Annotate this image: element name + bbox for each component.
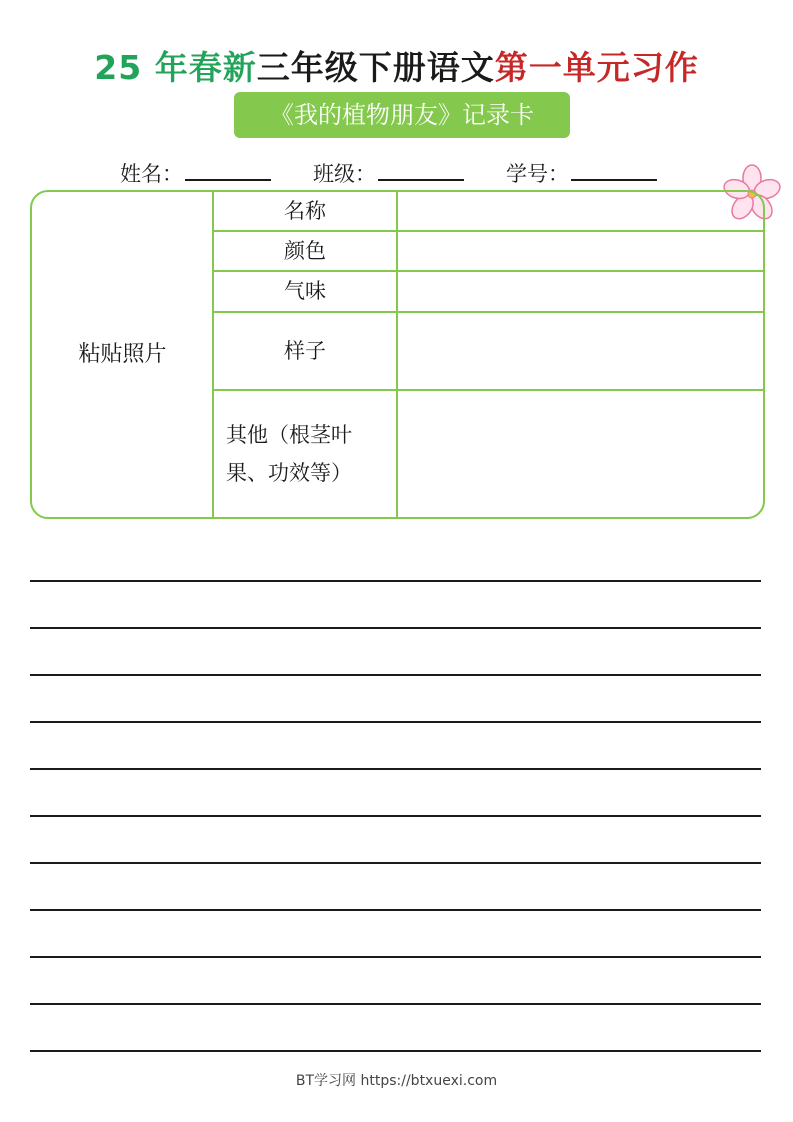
writing-line[interactable] — [30, 1050, 761, 1052]
writing-line[interactable] — [30, 768, 761, 770]
student-id-label: 学号： — [506, 162, 569, 186]
writing-line[interactable] — [30, 1003, 761, 1005]
writing-line[interactable] — [30, 815, 761, 817]
footer-watermark: BT学习网 https://btxuexi.com — [295, 1073, 498, 1089]
title-part-unit: 第一单元习作 — [494, 48, 699, 87]
row-label-other-line2: 果、功效等） — [226, 461, 352, 485]
class-label: 班级： — [313, 162, 376, 186]
title-part-year: 25 年春新 — [94, 48, 257, 87]
writing-line[interactable] — [30, 721, 761, 723]
row-label-other — [216, 416, 394, 492]
student-id-blank[interactable] — [571, 159, 657, 181]
paste-photo-area[interactable]: 粘贴照片 — [78, 342, 167, 367]
row-label-smell: 气味 — [284, 279, 326, 303]
subtitle-banner: 《我的植物朋友》记录卡 — [234, 92, 570, 138]
answer-cell-shape[interactable] — [398, 313, 762, 389]
writing-line[interactable] — [30, 862, 761, 864]
answer-cell-color[interactable] — [398, 232, 762, 270]
writing-line[interactable] — [30, 627, 761, 629]
answer-cell-other[interactable] — [398, 391, 762, 516]
name-label: 姓名： — [120, 162, 183, 186]
row-label-color: 颜色 — [284, 239, 326, 263]
answer-cell-smell[interactable] — [398, 272, 762, 311]
student-info-row — [120, 158, 700, 188]
writing-line[interactable] — [30, 580, 761, 582]
writing-line[interactable] — [30, 674, 761, 676]
name-field[interactable] — [120, 158, 271, 188]
title-part-grade: 三年级下册语文 — [256, 48, 495, 87]
row-label-name: 名称 — [284, 199, 326, 223]
answer-cell-name[interactable] — [398, 192, 762, 230]
class-field[interactable] — [313, 158, 464, 188]
page-title — [0, 42, 793, 89]
class-blank[interactable] — [378, 159, 464, 181]
writing-line[interactable] — [30, 909, 761, 911]
row-label-shape: 样子 — [284, 339, 326, 363]
name-blank[interactable] — [185, 159, 271, 181]
writing-line[interactable] — [30, 956, 761, 958]
student-id-field[interactable] — [506, 158, 657, 188]
row-label-other-line1: 其他（根茎叶 — [226, 423, 352, 447]
